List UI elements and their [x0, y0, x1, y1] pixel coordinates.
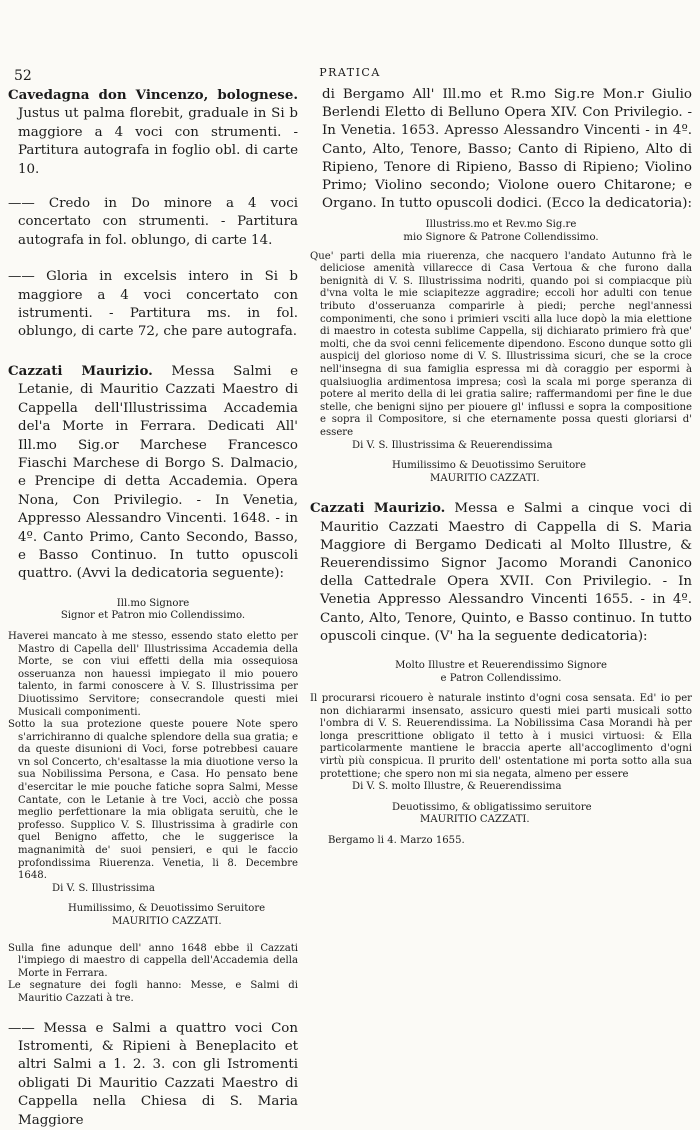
page-number: 52 [14, 68, 32, 84]
entry-heading: Cazzati Maurizio. [8, 362, 153, 379]
entry-heading: Cavedagna don Vincenzo, bolognese. [8, 87, 298, 103]
entry-text: Justus ut palma florebit, graduale in Si b maggiore a 4 voci con strumenti. - Partitura autografa in foglio obl. di carte 10. [18, 106, 298, 177]
entry-heading: Cazzati Maurizio. [310, 500, 446, 517]
dedication-address-2: Signor et Patron mio Collendissimo. [60, 610, 246, 622]
entry-continued: di Bergamo All' Ill.mo et R.mo Sig.re Mon.r Giulio Berlendi Eletto di Belluno Opera XIV. Con Privilegio. - In Venetia. 1653. Apresso Alessandro Vincenti - in 4º. Canto, Alto, Tenore, Basso; Canto di Ripieno, Alto di Ripieno, Tenore di Ripieno, Basso di Ripieno; Violino Primo; Violino secondo; Violone ouero Chitarone; e Organo. In tutto opuscoli dodici. (Ecco la dedicatoria): [322, 87, 692, 212]
dedication-letter-2: Sotto la sua protezione queste pouere Note spero s'arrichiranno di qualche splendore della sua gratia; e da queste disunioni di Voci, forse potrebbesi cauare vn sol Concerto, ch'esaltasse la mia diuotione verso la sua Nobilissima Persona, e Casa. Ho pensato bene d'esercitar le mie pouche fatiche sopra Salmi, Messe Cantate, con le Letanie à tre Voci, acciò che possa meglio perfettionare la mia obligata seruitù, che le professo. Supplico V. S. Illustrissima à gradirle con quel Benigno affetto, che le suggerisce la magnanimità de' suoi pensieri, e qui le faccio profondissima Riuerenza. Venetia, li 8. Decembre 1648. [8, 719, 298, 882]
note-2: Le segnature dei fogli hanno: Messe, e Salmi di Mauritio Cazzati à tre. [8, 980, 298, 1004]
dedication-address: Illustriss.mo et Rev.mo Sig.re [425, 219, 577, 231]
running-title: PRATICA [319, 66, 381, 79]
right-column [310, 86, 692, 848]
dedication-signature-1: Di V. S. molto Illustre, & Reuerendissima [352, 781, 562, 793]
dedication-signature-2: Deuotissimo, & obligatissimo seruitore [392, 801, 592, 813]
dedication-signature-3: MAURITIO CAZZATI. [112, 916, 222, 927]
dedication-letter: Que' parti della mia riuerenza, che nacquero l'andato Autunno frà le deliciose amenità villarecce di Casa Vertoua & che furono dalla benignità di V. S. Illustrissima nodriti, quando poi si compiacque più d'vna volta le mie sciapitezze aggradire; eccoli hor adulti con tenue tributo d'osseruanza comparirle à piedi; perche negl'annessi componimenti, che sono i primieri vsciti alla luce dopò la mia elettione di maestro in cotesta sublime Cappella, sij dichiarato primiero frà que' molti, che da svoi cenni felicemente dipendono. Escono dunque sotto gli auspicij del glorioso nome di V. S. Illustrissima sicuri, che se la croce nell'insegna di sua famiglia espressa mi dà coraggio per espormi à qualsiuoglia ardimentosa impresa; così la scala mi porge speranza di potere al merito della di lei gratia salire; raffermandomi per fine le due stelle, che benigni sijno per piouere gl' influssi e sopra la compositione e sopra il Compositore, si che eternamente possa questi gloriarsi d' essere [310, 250, 692, 438]
entry-cazzati-1655 [310, 499, 692, 646]
entry-cavedagna [8, 86, 298, 179]
dedication-signature-3: MAURITIO CAZZATI. [420, 814, 530, 826]
entry-text: Messa Salmi e Letanie, di Mauritio Cazzati Maestro di Cappella dell'Illustrissima Accademia del'a Morte in Ferrara. Dedicati All' Ill.mo Sig.or Marchese Francesco Fiaschi Marchese di Borgo S. Dalmacio, e Prencipe di detta Accademia. Opera Nona, Con Privilegio. - In Venetia, Appresso Alessandro Vincenti. 1648. - in 4º. Canto Primo, Canto Secondo, Basso, e Basso Continuo. In tutto opuscoli quattro. (Avvi la dedicatoria seguente): [18, 363, 298, 582]
dedication-date: Bergamo li 4. Marzo 1655. [328, 835, 465, 847]
dedication-signature-2: Humilissimo, & Deuotissimo Seruitore [68, 903, 266, 915]
dedication-signature-2: Humilissimo & Deuotissimo Seruitore [392, 460, 586, 472]
entry-messa-salmi-quattro: —— Messa e Salmi a quattro voci Con Istromenti, & Ripieni à Beneplacito et altri Salmi a 1. 2. 3. con gli Istromenti obligati Di Mauritio Cazzati Maestro di Cappella nella Chiesa di S. Maria Maggiore [8, 1020, 298, 1128]
dedication-address: Molto Illustre et Reuerendissimo Signore [395, 659, 607, 671]
left-column [8, 86, 298, 1130]
entry-cazzati-1648 [8, 362, 298, 584]
dedication-signature-3: MAURITIO CAZZATI. [430, 472, 540, 484]
entry-text: Messa e Salmi a cinque voci di Mauritio Cazzati Maestro di Cappella di S. Maria Maggiore di Bergamo Dedicati al Molto Illustre, & Reuerendissimo Signor Jacomo Morandi Canonico della Cattedrale Opera XVII. Con Privilegio. - In Venetia Appresso Alessandro Vincenti 1655. - in 4º. Canto, Alto, Tenore, Quinto, e Basso continuo. In tutto opuscoli cinque. (V' ha la seguente dedicatoria): [320, 501, 692, 644]
entry-gloria: —— Gloria in excelsis intero in Si b maggiore a 4 voci concertato con istrumenti. - Partitura ms. in fol. oblungo, di carte 72, che pare autografa. [8, 269, 298, 340]
dedication-letter-1: Haverei mancato à me stesso, essendo stato eletto per Mastro di Capella dell' Illustrissima Accademia della Morte, se con viui effetti della mia ossequiosa osseruanza non hauessi impiegato il mio pouero talento, in farmi conoscere à V. S. Illustrissima per Diuotissimo Servitore; consecrandole questi miei Musicali componimenti. [8, 630, 298, 718]
entry-credo: —— Credo in Do minore a 4 voci concertato con strumenti. - Partitura autografa in fol. oblungo, di carte 14. [8, 196, 298, 248]
dedication-signature-1: Di V. S. Illustrissima [52, 882, 155, 894]
dedication-address-2: mio Signore & Patrone Collendissimo. [403, 232, 599, 244]
note-1: Sulla fine adunque dell' anno 1648 ebbe il Cazzati l'impiego di maestro di cappella dell'Accademia della Morte in Ferrara. [8, 942, 298, 979]
dedication-address: Ill.mo Signore [116, 597, 190, 609]
dedication-letter: Il procurarsi ricouero è naturale instinto d'ogni cosa sensata. Ed' io per non dichiararmi insensato, assicuro questi miei parti musicali sotto l'ombra di V. S. Reuerendissima. La Nobilissima Casa Morandi hà per longa prescrittione obligato il tetto à i musici virtuosi: & Ella particolarmente mantiene le braccia aperte all'accoglimento d'ogni virtù più conspicua. Il prurito dell' ostentatione mi porta sotto alla sua protettione; che spero non mi sia negata, almeno per essere [310, 693, 692, 780]
dedication-address-2: e Patron Collendissimo. [440, 672, 562, 684]
dedication-signature-1: Di V. S. Illustrissima & Reuerendissima [352, 439, 553, 451]
